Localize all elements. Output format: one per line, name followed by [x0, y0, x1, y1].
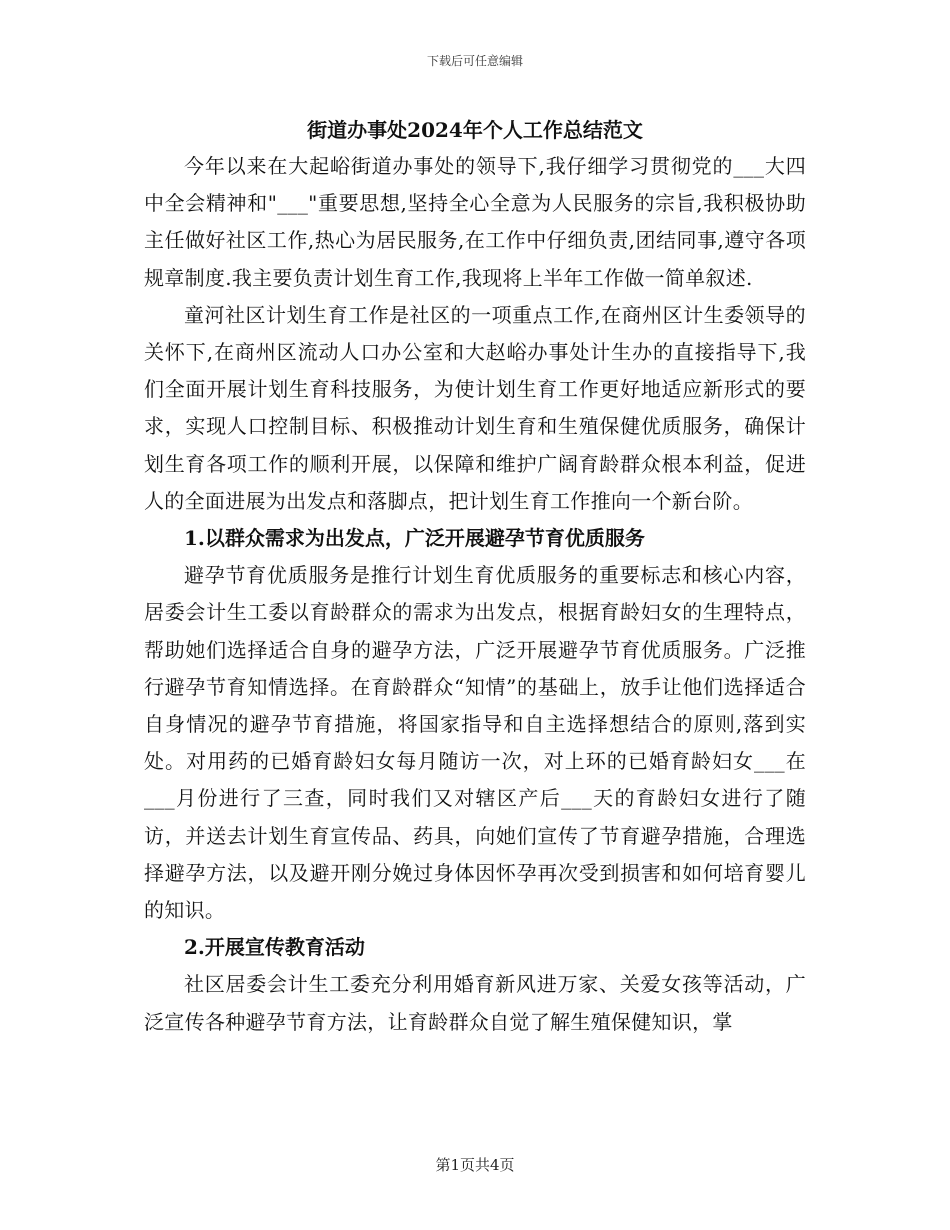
intro-paragraph-2: 童河社区计划生育工作是社区的一项重点工作,在商州区计生委领导的关怀下,在商州区流动人口办公室和大赵峪办事处计生办的直接指导下,我们全面开展计划生育科技服务，为使计划生育工作更好地适应新形式的要求，实现人口控制目标、积极推动计划生育和生殖保健优质服务，确保计划生育各项工作的顺利开展，以保障和维护广阔育龄群众根本利益，促进人的全面进展为出发点和落脚点，把计划生育工作推向一个新台阶。	[144, 302, 806, 513]
section-1-heading: 1.以群众需求为出发点，广泛开展避孕节育优质服务	[184, 526, 645, 551]
section-2-heading: 2.开展宣传教育活动	[184, 935, 365, 960]
intro-paragraph-1: 今年以来在大起峪街道办事处的领导下,我仔细学习贯彻党的___大四中全会精神和"___"重要思想,坚持全心全意为人民服务的宗旨,我积极协助主任做好社区工作,热心为居民服务,在工作中仔细负责,团结同事,遵守各项规章制度.我主要负责计划生育工作,我现将上半年工作做一简单叙述.	[144, 154, 806, 290]
section-2-paragraph: 社区居委会计生工委充分利用婚育新风进万家、关爱女孩等活动，广泛宣传各种避孕节育方法，让育龄群众自觉了解生殖保健知识，掌	[144, 972, 806, 1034]
document-body	[144, 112, 806, 1041]
page-number: 第1页共4页	[435, 1156, 515, 1174]
header-note: 下载后可任意编辑	[426, 54, 523, 68]
document-title: 街道办事处2024年个人工作总结范文	[307, 118, 643, 142]
section-1-paragraph: 避孕节育优质服务是推行计划生育优质服务的重要标志和核心内容，居委会计生工委以育龄群众的需求为出发点，根据育龄妇女的生理特点，帮助她们选择适合自身的避孕方法，广泛开展避孕节育优质服务。广泛推行避孕节育知情选择。在育龄群众“知情”的基础上，放手让他们选择适合自身情况的避孕节育措施，将国家指导和自主选择想结合的原则,落到实处。对用药的已婚育龄妇女每月随访一次，对上环的已婚育龄妇女___在___月份进行了三查，同时我们又对辖区产后___天的育龄妇女进行了随访，并送去计划生育宣传品、药具，向她们宣传了节育避孕措施，合理选择避孕方法，以及避开刚分娩过身体因怀孕再次受到损害和如何培育婴儿的知识。	[144, 563, 806, 923]
